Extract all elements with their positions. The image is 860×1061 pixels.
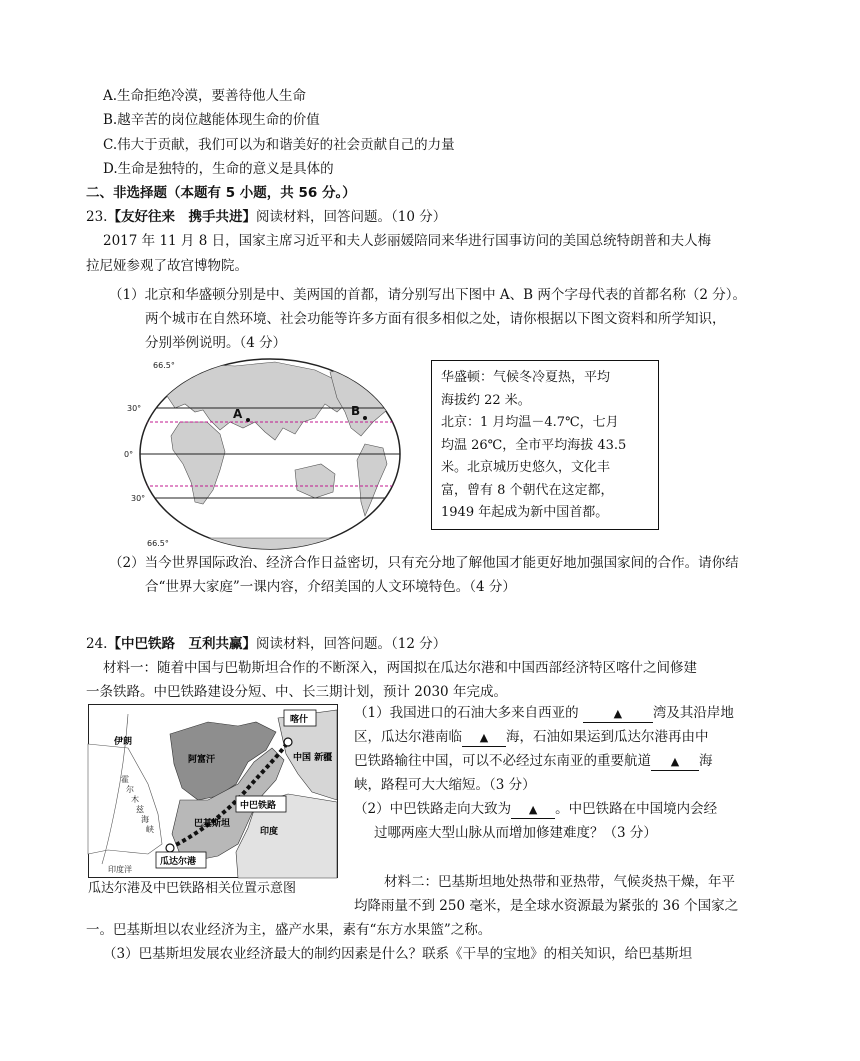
point-b-dot	[363, 416, 367, 420]
lat-label-30n: 30°	[127, 404, 142, 413]
iran-label: 伊朗	[114, 737, 133, 747]
q23-material-line1: 2017 年 11 月 8 日，国家主席习近平和夫人彭丽媛陪同来华进行国事访问的美国总统特朗普和夫人梅	[103, 233, 712, 249]
q24-number: 24.	[86, 636, 108, 652]
info-line-1: 华盛顿：气候冬冷夏热，平均	[441, 370, 611, 385]
section-title: 二、非选择题（本题有 5 小题，共 56 分。）	[86, 185, 356, 201]
option-d: D.生命是独特的，生命的意义是具体的	[103, 161, 334, 177]
lat-label-30s: 30°	[131, 494, 146, 503]
indian-ocean-label: 印度洋	[108, 865, 132, 874]
gwadar-dot	[166, 844, 174, 852]
q24-sub2-line1: （2）中巴铁路走向大致为 ▲ 。中巴铁路在中国境内会经	[354, 801, 718, 817]
lat-label-66n: 66.5°	[153, 361, 175, 370]
q23-number: 23.	[86, 209, 108, 225]
q24-sub1-line2: 区，瓜达尔港南临 ▲ 海，石油如果运到瓜达尔港再由中	[354, 729, 709, 745]
q24-sub1-line1: （1）我国进口的石油大多来自西亚的 ▲ 湾及其沿岸地	[354, 705, 734, 721]
blank-4[interactable]: ▲	[511, 802, 555, 819]
option-c: C.伟大于贡献，我们可以为和谐美好的社会贡献自己的力量	[103, 137, 455, 153]
info-line-5: 米。北京城历史悠久，文化丰	[441, 460, 611, 475]
q24-sub3-line1: （3）巴基斯坦发展农业经济最大的制约因素是什么？联系《干旱的宝地》的相关知识，给巴基斯坦	[103, 946, 693, 962]
blank-3[interactable]: ▲	[651, 754, 699, 771]
q24-material2-line3: 一。巴基斯坦以农业经济为主，盛产水果，素有“东方水果篮”之称。	[86, 922, 492, 938]
info-line-4: 均温 26℃，全市平均海拔 43.5	[441, 437, 627, 453]
q24-sub2-line2: 过哪两座大型山脉从而增加修建难度？（3 分）	[374, 825, 657, 841]
q23-prompt: 阅读材料，回答问题。（10 分）	[255, 209, 447, 225]
q23-material-line2: 拉尼娅参观了故宫博物院。	[86, 258, 248, 274]
option-a: A.生命拒绝冷漠，要善待他人生命	[103, 88, 307, 104]
q24-prompt: 阅读材料，回答问题。（12 分）	[255, 636, 447, 652]
kashgar-dot	[284, 738, 292, 746]
cpec-map-caption: 瓜达尔港及中巴铁路相关位置示意图	[88, 881, 297, 896]
option-b: B.越辛苦的岗位越能体现生命的价值	[103, 112, 320, 128]
afghanistan-label: 阿富汗	[188, 755, 216, 765]
info-line-6: 富，曾有 8 个朝代在这定都，	[441, 482, 614, 498]
q23-sub2-line1: （2）当今世界国际政治、经济合作日益密切，只有充分地了解他国才能更好地加强国家间的合作。请你结	[109, 555, 739, 571]
blank-1[interactable]: ▲	[583, 706, 653, 723]
q24-heading	[86, 634, 446, 654]
point-a-dot	[246, 418, 250, 422]
info-line-7: 1949 年起成为新中国首都。	[441, 505, 609, 520]
world-map	[125, 352, 425, 552]
q23-sub2-line2: 合“世界大家庭”一课内容，介绍美国的人文环境特色。（4 分）	[145, 579, 516, 595]
blank-2[interactable]: ▲	[462, 730, 506, 747]
lat-label-0: 0°	[124, 450, 134, 459]
q23-sub1-line3: 分别举例说明。（4 分）	[145, 335, 287, 351]
q23-tag: 【友好往来 携手共进】	[107, 209, 256, 225]
gwadar-label: 瓜达尔港	[160, 857, 197, 867]
railway-label: 中巴铁路	[240, 801, 277, 811]
point-b-label: B	[351, 404, 361, 418]
q24-material2-line1: 材料二：巴基斯坦地处热带和亚热带，气候炎热干燥，年平	[384, 874, 735, 890]
strait-label: 霍尔木兹海峡	[121, 775, 154, 834]
xinjiang-label: 中国 新疆	[293, 753, 333, 763]
q24-material1-line2: 一条铁路。中巴铁路建设分短、中、长三期计划，预计 2030 年完成。	[86, 684, 507, 700]
point-a-label: A	[233, 407, 243, 421]
q23-sub1-line1: （1）北京和华盛顿分别是中、美两国的首都，请分别写出下图中 A、B 两个字母代表的首都名称（2 分）。	[109, 287, 746, 303]
q24-sub1-line4: 峡，路程可大大缩短。（3 分）	[354, 777, 536, 793]
q24-tag: 【中巴铁路 互利共赢】	[107, 636, 256, 652]
info-line-2: 海拔约 22 米。	[441, 392, 531, 408]
pakistan-label: 巴基斯坦	[194, 819, 231, 829]
q23-sub1-line2: 两个城市在自然环境、社会功能等许多方面有很多相似之处，请你根据以下图文资料和所学知识，	[145, 311, 726, 327]
cpec-map	[88, 704, 338, 878]
q24-material2-line2: 均降雨量不到 250 毫米，是全球水资源最为紧张的 36 个国家之	[354, 898, 739, 914]
info-line-3: 北京：1 月均温－4.7℃，七月	[441, 415, 619, 430]
landmass-antarctica	[145, 538, 405, 552]
kashgar-label: 喀什	[290, 715, 309, 725]
info-box	[431, 360, 659, 530]
q24-sub1-line3: 巴铁路输往中国，可以不必经过东南亚的重要航道 ▲ 海	[354, 753, 713, 769]
lat-label-66s: 66.5°	[147, 539, 169, 548]
q23-heading	[86, 207, 446, 227]
q24-material1-line1: 材料一：随着中国与巴勒斯坦合作的不断深入，两国拟在瓜达尔港和中国西部经济特区喀什之间修建	[103, 660, 697, 676]
india-label: 印度	[260, 827, 279, 837]
